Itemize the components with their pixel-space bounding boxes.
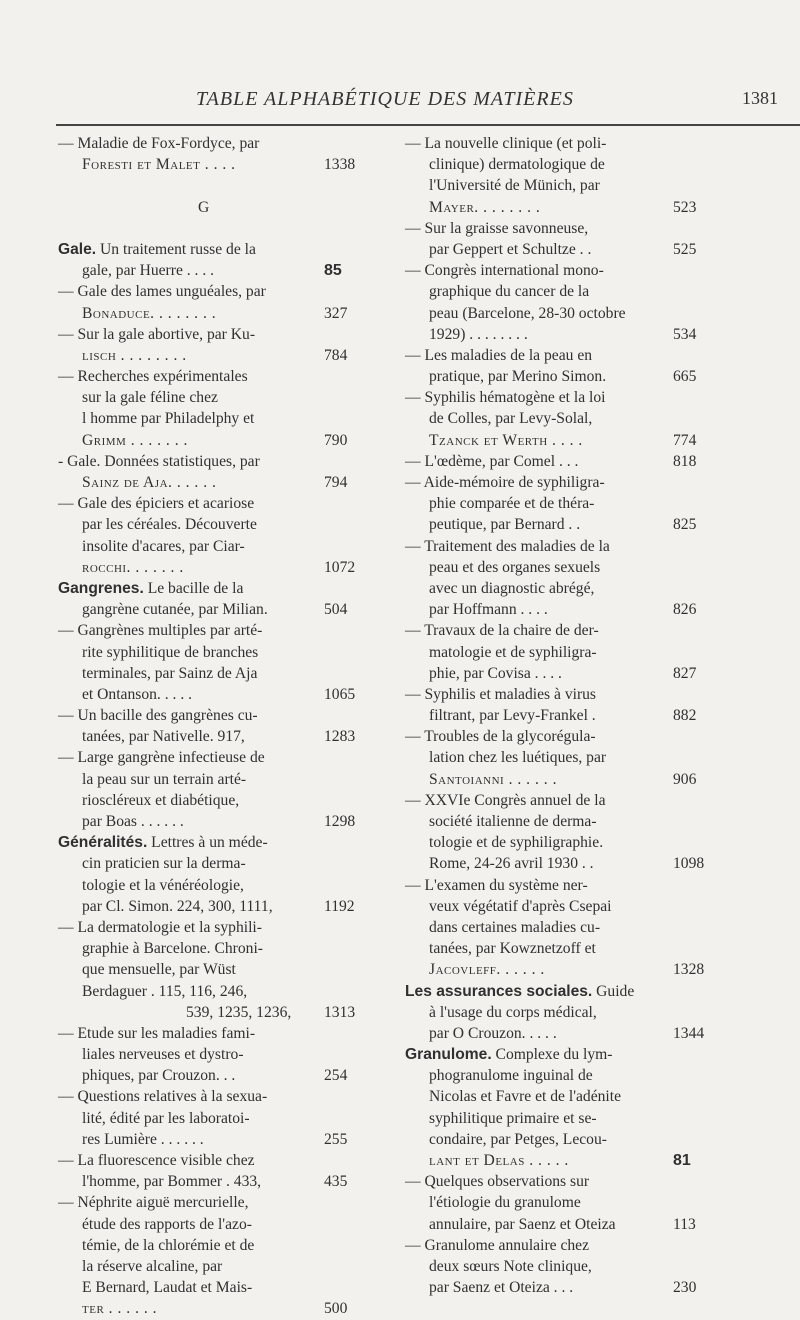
- index-line: [405, 1277, 710, 1298]
- index-line: [58, 1044, 350, 1065]
- index-line: [405, 430, 710, 451]
- index-line: [405, 726, 710, 747]
- page-ref: 665: [673, 368, 697, 386]
- index-entry-text: peau (Barcelone, 28-30 octobre: [429, 304, 626, 322]
- index-line: [58, 175, 350, 196]
- index-line: [58, 1065, 350, 1086]
- page-number: 1381: [742, 88, 778, 108]
- index-line: [58, 769, 350, 790]
- index-line: [58, 218, 350, 239]
- index-line: [58, 154, 356, 175]
- index-line: [405, 451, 710, 472]
- index-line: [405, 1023, 710, 1044]
- index-entry-text: G: [198, 198, 210, 216]
- index-line: [405, 239, 710, 260]
- index-line: [405, 663, 710, 684]
- page-ref: 882: [673, 707, 697, 725]
- index-line: [405, 769, 710, 790]
- index-entry-text: Nicolas et Favre et de l'adénite: [429, 1088, 622, 1106]
- index-line: [405, 366, 710, 387]
- index-entry-text: cin praticien sur la derma-: [82, 855, 246, 873]
- index-line: [405, 557, 710, 578]
- index-entry-text: — Gale des lames unguéales, par: [58, 283, 266, 301]
- index-entry-text: par O Crouzon. . . . .: [429, 1024, 557, 1042]
- index-entry-text: lant et Delas . . . . .: [429, 1152, 569, 1169]
- index-line: [405, 1065, 710, 1086]
- index-entry-text: — Quelques observations sur: [405, 1173, 590, 1191]
- page-ref: 500: [324, 1300, 348, 1318]
- index-entry-text: phiques, par Crouzon. . .: [82, 1067, 236, 1085]
- index-keyword: Généralités.: [58, 834, 148, 852]
- index-entry-text: insolite d'acares, par Ciar-: [82, 537, 245, 555]
- index-entry-text: — Etude sur les maladies fami-: [58, 1024, 256, 1042]
- index-entry-text: graphique du cancer de la: [429, 283, 590, 301]
- index-entry-text: Mayer. . . . . . . .: [429, 198, 541, 216]
- index-entry-text: [58, 578, 243, 599]
- page-ref: 827: [673, 664, 697, 682]
- page-ref: 327: [324, 304, 348, 322]
- index-entry-text: Bonaduce. . . . . . . .: [82, 304, 217, 322]
- page-ref: 1065: [324, 685, 356, 703]
- index-entry-text: — Maladie de Fox-Fordyce, par: [58, 135, 260, 152]
- index-line: [58, 811, 356, 832]
- index-line: [58, 1298, 350, 1319]
- index-entry-text: Jacovleff. . . . . .: [429, 961, 545, 979]
- page-ref: 1328: [673, 961, 705, 979]
- index-line: [58, 981, 350, 1002]
- page-ref: 1338: [324, 156, 356, 174]
- index-entry-text: — Syphilis et maladies à virus: [405, 685, 597, 703]
- index-entry-text: [405, 1044, 613, 1065]
- index-entry-text: 1929) . . . . . . . .: [429, 325, 528, 343]
- right-column: [405, 133, 710, 1298]
- index-entry-text: à l'usage du corps médical,: [429, 1003, 597, 1021]
- index-entry-text: l'homme, par Bommer . 433,: [82, 1173, 262, 1191]
- page-ref: 1098: [673, 855, 705, 873]
- index-line: [58, 684, 356, 705]
- index-line: [58, 853, 350, 874]
- index-entry-text: Foresti et Malet . . . .: [82, 156, 236, 174]
- page-ref: 1298: [324, 813, 356, 830]
- index-line: [58, 345, 350, 366]
- index-entry-text: phogranulome inguinal de: [429, 1067, 593, 1085]
- index-line: [405, 1086, 710, 1107]
- index-line: [405, 875, 710, 896]
- index-line: [405, 684, 710, 705]
- index-line: [405, 811, 710, 832]
- page-ref: 255: [324, 1130, 348, 1148]
- index-entry-text: 539, 1235, 1236,: [186, 1003, 292, 1021]
- index-line: [405, 472, 710, 493]
- index-entry-text: rite syphilitique de branches: [82, 643, 259, 661]
- page-ref: 534: [673, 325, 697, 343]
- index-line: [58, 239, 350, 260]
- index-line: [58, 705, 350, 726]
- index-entry-text: rocchi. . . . . . .: [82, 558, 184, 576]
- index-line: [58, 1256, 350, 1277]
- index-line: [405, 747, 710, 768]
- page-ref: 790: [324, 431, 348, 449]
- index-entry-text: tologie et de syphiligraphie.: [429, 834, 604, 852]
- index-line: [405, 981, 710, 1002]
- index-entry-text: veux végétatif d'après Csepai: [429, 897, 612, 915]
- index-entry-text: par Saenz et Oteiza . . .: [429, 1279, 574, 1297]
- index-line: [405, 133, 710, 154]
- index-line: [405, 408, 710, 429]
- page-ref: 1344: [673, 1024, 705, 1042]
- running-header: [0, 88, 800, 112]
- index-entry-text: phie, par Covisa . . . .: [429, 664, 562, 682]
- index-entry-text: Tzanck et Werth . . . .: [429, 431, 583, 449]
- index-entry-text: — Syphilis hématogène et la loi: [405, 389, 606, 407]
- index-line: [58, 281, 350, 302]
- index-line: [405, 790, 710, 811]
- index-entry-text: Sainz de Aja. . . . . .: [82, 474, 217, 491]
- index-entry-text: par Hoffmann . . . .: [429, 601, 548, 619]
- page-ref: 230: [673, 1279, 697, 1297]
- index-line: [405, 832, 710, 853]
- index-line: [58, 1235, 350, 1256]
- index-line: [405, 917, 710, 938]
- index-entry-text: — Large gangrène infectieuse de: [58, 749, 265, 767]
- index-line: [405, 303, 710, 324]
- index-line: [58, 578, 350, 599]
- index-line: [405, 218, 710, 239]
- index-line: [58, 1002, 356, 1023]
- page-ref: 1313: [324, 1003, 356, 1021]
- index-entry-text: Rome, 24-26 avril 1930 . .: [429, 855, 594, 873]
- index-entry-text: — Néphrite aiguë mercurielle,: [58, 1194, 249, 1212]
- index-entry-text: pratique, par Merino Simon.: [429, 368, 607, 386]
- index-line: [58, 536, 350, 557]
- index-line: [58, 1150, 350, 1171]
- index-line: [58, 896, 355, 917]
- index-entry-text: phie comparée et de théra-: [429, 495, 595, 513]
- index-keyword: Gale.: [58, 240, 97, 258]
- index-entry-text: deux sœurs Note clinique,: [429, 1257, 592, 1275]
- index-line: [58, 514, 350, 535]
- index-entry-rest: Complexe du lym-: [491, 1046, 613, 1064]
- index-line: [405, 1171, 710, 1192]
- index-entry-text: témie, de la chlorémie et de: [82, 1236, 255, 1254]
- index-line: [58, 408, 350, 429]
- index-line: [58, 663, 350, 684]
- index-line: [405, 705, 710, 726]
- index-entry-text: — Gale des épiciers et acariose: [58, 495, 255, 513]
- index-entry-text: par Cl. Simon. 224, 300, 1111,: [82, 897, 273, 915]
- index-entry-text: Grimm . . . . . . .: [82, 431, 188, 449]
- index-line: [58, 747, 350, 768]
- index-line: [405, 642, 710, 663]
- index-entry-text: sur la gale féline chez: [82, 389, 218, 407]
- index-entry-text: peutique, par Bernard . .: [429, 516, 581, 534]
- index-line: [58, 493, 350, 514]
- index-entry-text: liales nerveuses et dystro-: [82, 1046, 244, 1064]
- index-entry-text: de Colles, par Levy-Solal,: [429, 410, 593, 428]
- index-entry-text: — Sur la graisse savonneuse,: [405, 219, 589, 237]
- index-line: [58, 472, 350, 493]
- index-entry-text: — Recherches expérimentales: [58, 368, 248, 386]
- page-ref: 1072: [324, 558, 356, 576]
- index-line: [58, 832, 350, 853]
- index-line: [405, 197, 710, 218]
- index-line: [405, 1256, 710, 1277]
- index-line: [405, 1235, 710, 1256]
- page-ref: 504: [324, 601, 348, 619]
- index-keyword: Granulome.: [405, 1046, 492, 1064]
- index-line: [405, 175, 710, 196]
- index-entry-text: l'étiologie du granulome: [429, 1194, 581, 1212]
- page-ref: 784: [324, 346, 348, 364]
- index-entry-text: — Aide-mémoire de syphiligra-: [405, 474, 605, 491]
- page-ref: 435: [324, 1173, 348, 1191]
- index-line: [58, 620, 350, 641]
- index-line: [405, 896, 710, 917]
- index-entry-text: clinique) dermatologique de: [429, 156, 605, 174]
- index-entry-text: la réserve alcaline, par: [82, 1257, 223, 1275]
- index-entry-text: [58, 832, 268, 853]
- index-entry-rest: Guide: [592, 982, 635, 1000]
- page-ref: 85: [324, 262, 342, 280]
- index-entry-text: avec un diagnostic abrégé,: [429, 579, 595, 597]
- index-line: [405, 620, 710, 641]
- page-ref: 774: [673, 431, 697, 449]
- index-line: [58, 726, 356, 747]
- index-entry-text: lité, édité par les laboratoi-: [82, 1109, 250, 1127]
- index-entry-text: terminales, par Sainz de Aja: [82, 664, 258, 682]
- page-ref: 1283: [324, 728, 356, 746]
- page-ref: 113: [673, 1215, 696, 1233]
- index-entry-text: - Gale. Données statistiques, par: [58, 452, 260, 470]
- index-line: [58, 366, 350, 387]
- index-entry-text: — L'œdème, par Comel . . .: [405, 452, 579, 470]
- index-line: [58, 260, 350, 281]
- index-entry-text: — La dermatologie et la syphili-: [58, 918, 262, 936]
- index-entry-text: tologie et la vénéréologie,: [82, 876, 244, 894]
- index-entry-text: — Travaux de la chaire de der-: [405, 622, 599, 640]
- index-line: [58, 1277, 350, 1298]
- index-entry-text: ter . . . . . .: [82, 1300, 158, 1318]
- index-line: [58, 387, 350, 408]
- index-entry-text: tanées, par Nativelle. 917,: [82, 728, 245, 746]
- index-line: [58, 303, 350, 324]
- index-line: [405, 154, 710, 175]
- index-entry-text: et Ontanson. . . . .: [82, 685, 193, 703]
- index-line: [405, 1214, 710, 1235]
- page-title: TABLE ALPHABÉTIQUE DES MATIÈRES: [196, 88, 574, 110]
- page-ref: 81: [673, 1152, 691, 1169]
- index-entry-text: — La fluorescence visible chez: [58, 1152, 255, 1169]
- index-entry-text: que mensuelle, par Wüst: [82, 961, 236, 979]
- page-ref: 825: [673, 516, 697, 534]
- index-line: [58, 790, 350, 811]
- index-entry-text: lisch . . . . . . . .: [82, 346, 187, 364]
- index-entry-text: — L'examen du système ner-: [405, 876, 588, 894]
- index-entry-text: — Congrès international mono-: [405, 262, 604, 280]
- index-line: [58, 1192, 350, 1213]
- index-entry-text: Santoianni . . . . . .: [429, 770, 557, 788]
- page-ref: 1192: [324, 897, 355, 915]
- index-entry-text: [405, 981, 634, 1002]
- page-ref: 818: [673, 452, 697, 470]
- index-line: [405, 260, 710, 281]
- index-line: [405, 1108, 710, 1129]
- index-entry-text: l homme par Philadelphy et: [82, 410, 255, 428]
- index-entry-text: Berdaguer . 115, 116, 246,: [82, 982, 248, 1000]
- index-entry-text: — Sur la gale abortive, par Ku-: [58, 325, 256, 343]
- index-line: [58, 451, 350, 472]
- index-entry-text: gale, par Huerre . . . .: [82, 262, 215, 280]
- index-line: [405, 1129, 710, 1150]
- index-entry-text: par Boas . . . . . .: [82, 813, 184, 830]
- index-line: [58, 324, 350, 345]
- page-ref: 254: [324, 1067, 348, 1085]
- index-entry-text: la peau sur un terrain arté-: [82, 770, 247, 788]
- index-line: [58, 959, 350, 980]
- index-entry-text: — Traitement des maladies de la: [405, 537, 610, 555]
- index-line: [405, 959, 710, 980]
- index-line: [58, 938, 350, 959]
- index-entry-text: étude des rapports de l'azo-: [82, 1215, 252, 1233]
- index-entry-text: — Gangrènes multiples par arté-: [58, 622, 263, 640]
- index-entry-text: — La nouvelle clinique (et poli-: [405, 135, 607, 152]
- index-line: [58, 1086, 350, 1107]
- index-keyword: Gangrenes.: [58, 579, 144, 597]
- index-line: [405, 514, 710, 535]
- index-entry-text: condaire, par Petges, Lecou-: [429, 1130, 607, 1148]
- index-line: [58, 599, 350, 620]
- page-ref: 906: [673, 770, 697, 788]
- index-entry-text: gangrène cutanée, par Milian.: [82, 601, 268, 619]
- index-entry-text: société italienne de derma-: [429, 813, 597, 830]
- index-line: [58, 1171, 350, 1192]
- index-line: [58, 1108, 350, 1129]
- index-entry-text: dans certaines maladies cu-: [429, 918, 601, 936]
- index-entry-text: par Geppert et Schultze . .: [429, 240, 592, 258]
- page-ref: 794: [324, 474, 348, 491]
- index-line: [58, 133, 350, 154]
- index-entry-rest: Le bacille de la: [143, 579, 244, 597]
- index-line: [58, 642, 350, 663]
- index-entry-text: [58, 239, 256, 260]
- index-entry-text: E Bernard, Laudat et Mais-: [82, 1279, 253, 1297]
- index-line: [405, 536, 710, 557]
- page-ref: 523: [673, 198, 697, 216]
- index-line: [405, 578, 710, 599]
- index-entry-text: graphie à Barcelone. Chroni-: [82, 940, 263, 958]
- header-rule: [56, 124, 800, 126]
- page-ref: 826: [673, 601, 697, 619]
- index-line: [405, 1002, 710, 1023]
- index-line: [58, 430, 350, 451]
- index-entry-text: — Troubles de la glycorégula-: [405, 728, 596, 746]
- index-entry-text: res Lumière . . . . . .: [82, 1130, 204, 1148]
- page-ref: 525: [673, 240, 697, 258]
- index-keyword: Les assurances sociales.: [405, 982, 593, 1000]
- index-entry-rest: Un traitement russe de la: [96, 240, 256, 258]
- index-line: [58, 1214, 350, 1235]
- index-entry-text: par les céréales. Découverte: [82, 516, 257, 534]
- index-line: [405, 938, 710, 959]
- index-line: [405, 1192, 710, 1213]
- index-entry-text: — Granulome annulaire chez: [405, 1236, 590, 1254]
- index-entry-text: annulaire, par Saenz et Oteiza: [429, 1215, 616, 1233]
- index-entry-rest: Lettres à un méde-: [147, 834, 268, 852]
- index-line: [405, 1044, 710, 1065]
- index-line: [405, 599, 710, 620]
- index-entry-text: filtrant, par Levy-Frankel .: [429, 707, 596, 725]
- index-entry-text: tanées, par Kowznetzoff et: [429, 940, 596, 958]
- index-entry-text: matologie et de syphiligra-: [429, 643, 597, 661]
- index-line: [405, 387, 710, 408]
- index-entry-text: peau et des organes sexuels: [429, 558, 601, 576]
- index-entry-text: l'Université de Münich, par: [429, 177, 600, 195]
- index-line: [405, 493, 710, 514]
- index-entry-text: syphilitique primaire et se-: [429, 1109, 597, 1127]
- index-line: [58, 1023, 350, 1044]
- index-entry-text: — Les maladies de la peau en: [405, 346, 593, 364]
- index-line: [58, 557, 356, 578]
- index-line: [405, 345, 710, 366]
- index-line: [405, 1150, 710, 1171]
- index-line: [58, 875, 350, 896]
- index-line: [405, 324, 710, 345]
- index-entry-text: — XXVIe Congrès annuel de la: [405, 791, 606, 809]
- index-entry-text: lation chez les luétiques, par: [429, 749, 607, 767]
- index-line: [58, 1129, 350, 1150]
- index-line: [58, 197, 350, 218]
- index-entry-text: rioscléreux et diabétique,: [82, 791, 240, 809]
- index-entry-text: — Questions relatives à la sexua-: [58, 1088, 268, 1106]
- index-entry-text: — Un bacille des gangrènes cu-: [58, 707, 258, 725]
- left-column: [58, 133, 356, 1320]
- index-line: [405, 281, 710, 302]
- index-line: [405, 853, 710, 874]
- index-line: [58, 917, 350, 938]
